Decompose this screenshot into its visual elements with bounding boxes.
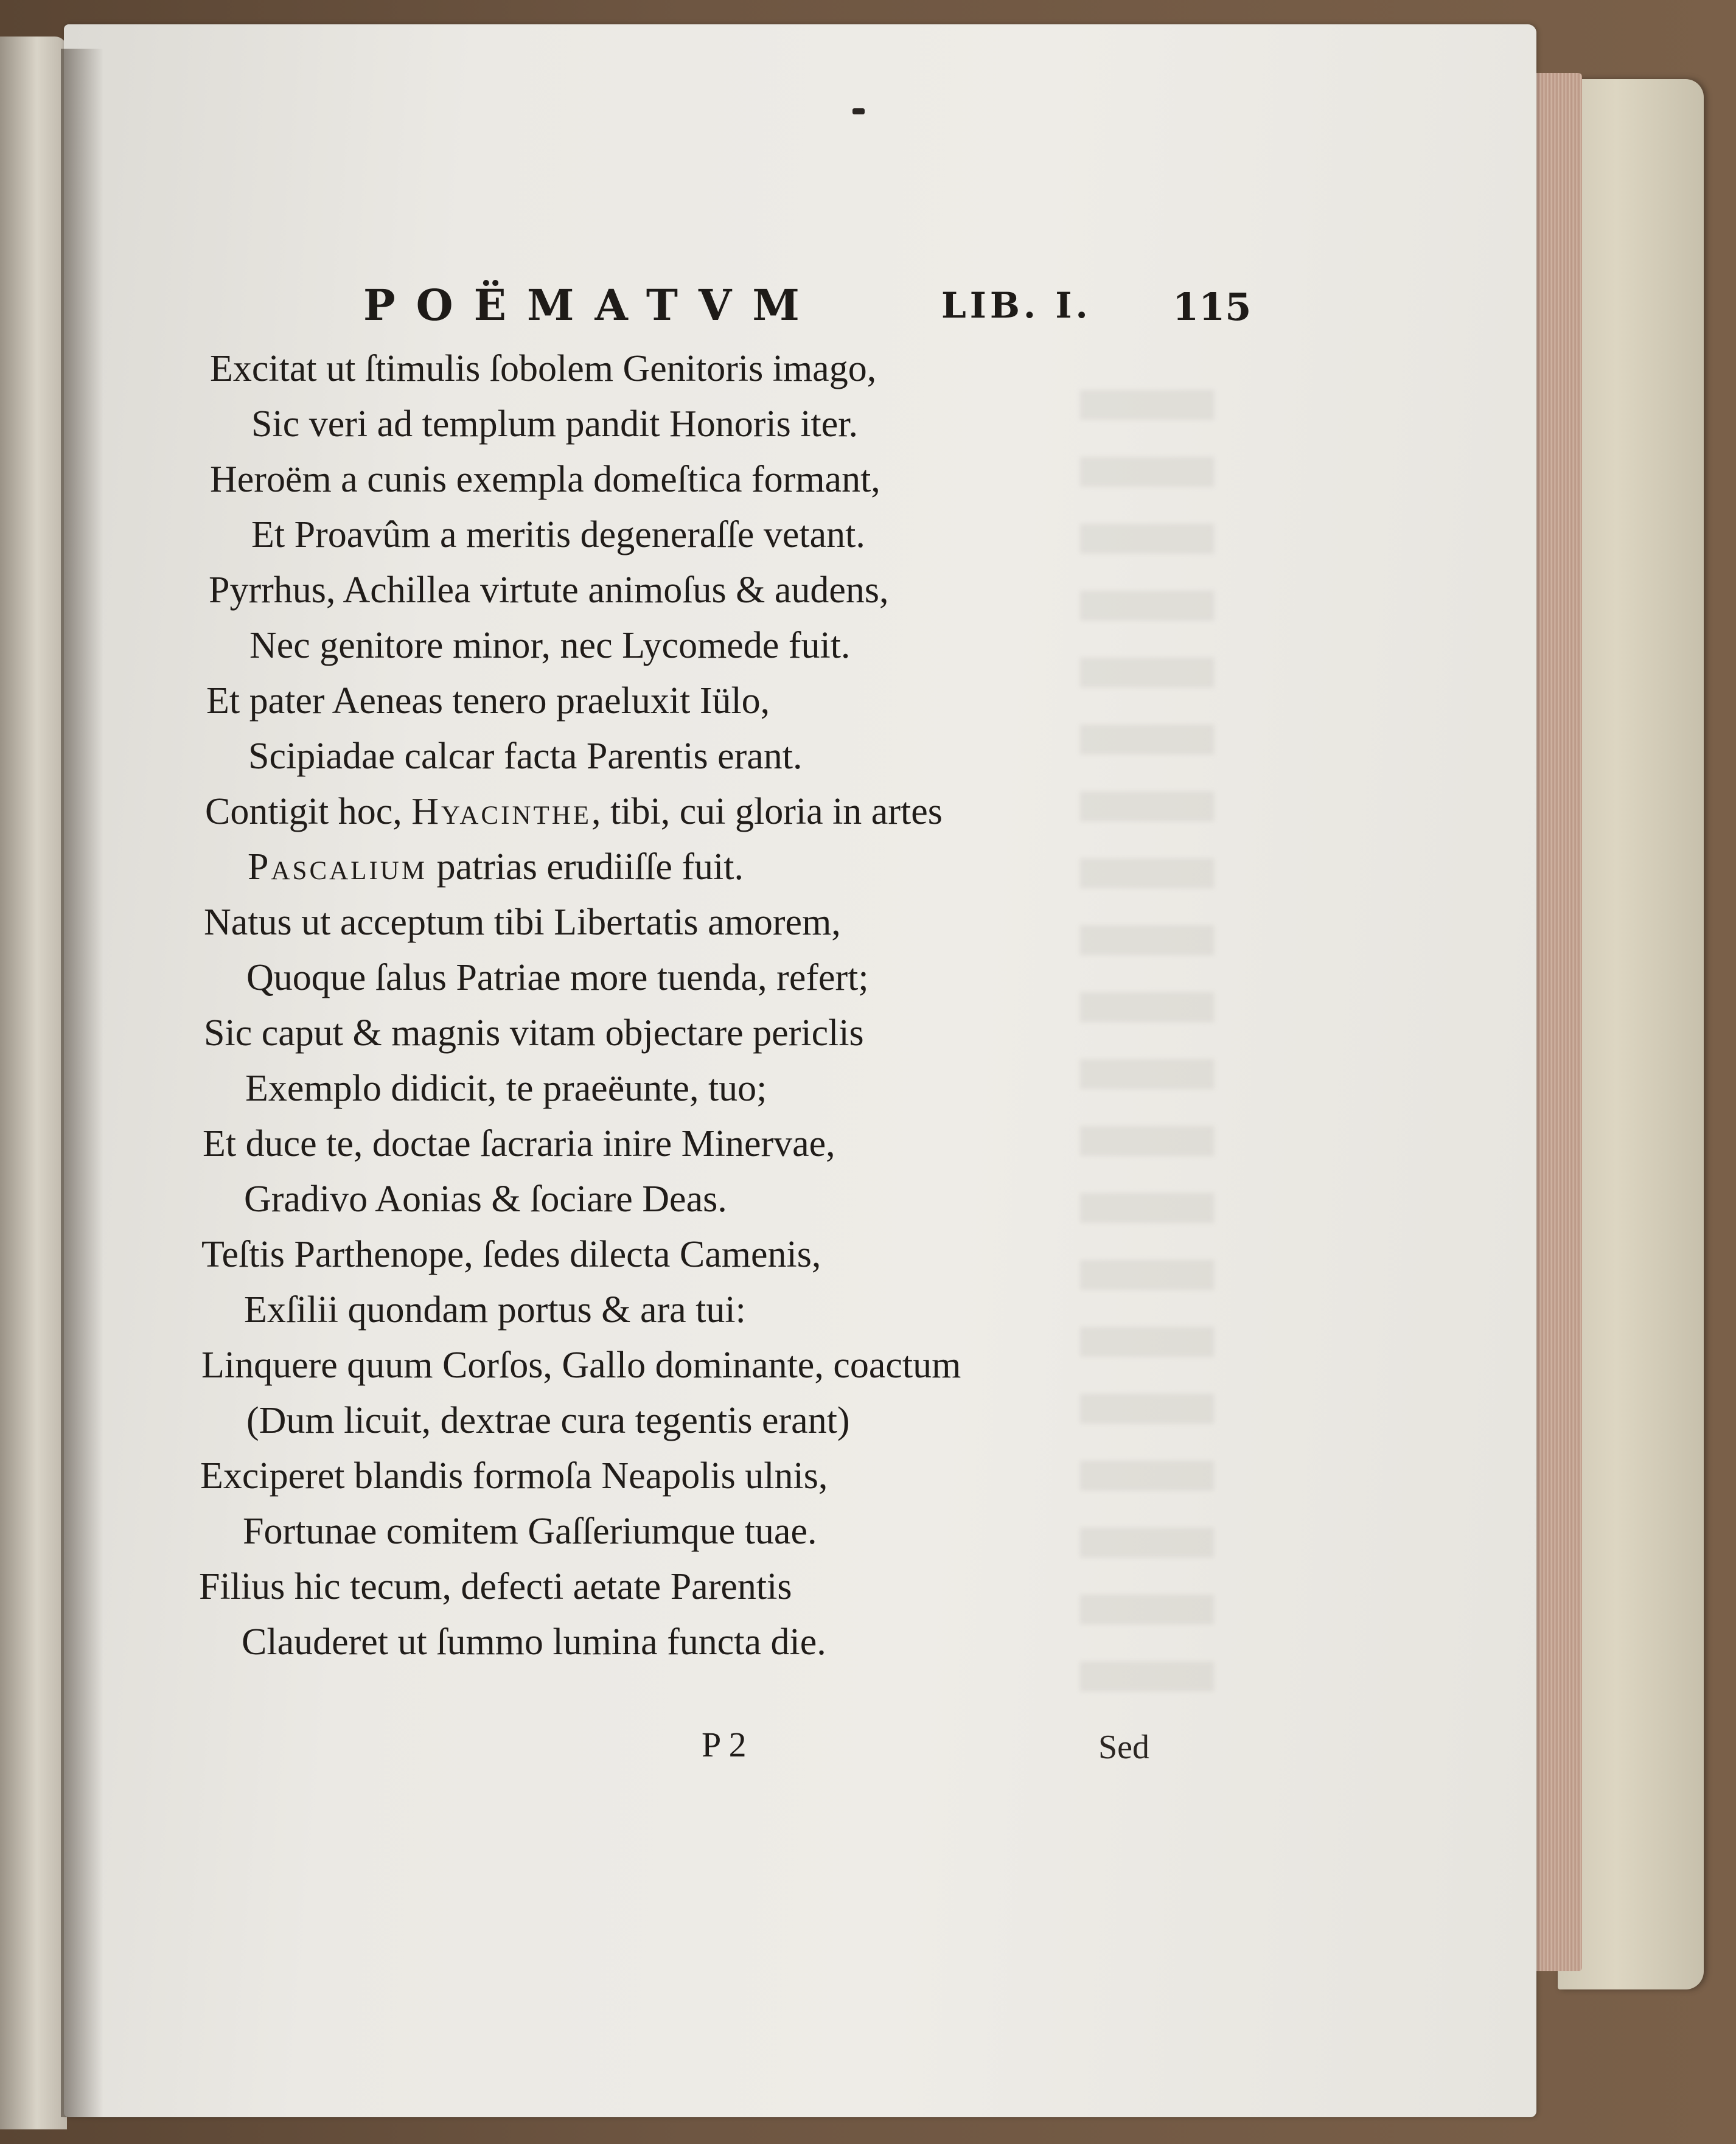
verse-line: (Dum licuit, dextrae cura tegentis erant) xyxy=(246,1400,850,1441)
verse-line: Fortunae comitem Gaſſeriumque tuae. xyxy=(243,1511,817,1552)
verse-line: Sic caput & magnis vitam objectare periclis xyxy=(204,1012,864,1054)
book-number: LIB. I. xyxy=(941,285,1092,326)
previous-page-edge xyxy=(0,37,67,2129)
page-number: 115 xyxy=(1173,285,1252,329)
printer-mark xyxy=(852,108,865,114)
verse-line: Exſilii quondam portus & ara tui: xyxy=(244,1289,746,1331)
verse-line: Sic veri ad templum pandit Honoris iter. xyxy=(251,403,858,445)
verse-line: Exemplo didicit, te praeëunte, tuo; xyxy=(245,1068,767,1109)
gutter-shadow xyxy=(61,49,103,2117)
verse-line: Filius hic tecum, defecti aetate Parentis xyxy=(199,1566,792,1607)
verse-text: patrias erudiiſſe fuit. xyxy=(427,846,744,888)
verse-text: , tibi, cui gloria in artes xyxy=(591,791,943,832)
verse-line: Linquere quum Corſos, Gallo dominante, coactum xyxy=(201,1345,961,1386)
verse-line: Quoque ſalus Patriae more tuenda, refert; xyxy=(246,957,869,998)
verse-line: Heroëm a cunis exempla domeſtica formant, xyxy=(210,459,880,500)
verse-line: Natus ut acceptum tibi Libertatis amorem, xyxy=(204,902,841,943)
book-page xyxy=(64,24,1536,2117)
family-name: Pascalium xyxy=(248,846,428,888)
show-through-text xyxy=(1080,353,1214,1691)
signature-mark: P 2 xyxy=(702,1725,747,1764)
verse-line: Clauderet ut ſummo lumina functa die. xyxy=(242,1621,826,1663)
catchword: Sed xyxy=(1098,1728,1149,1766)
verse-line: Exciperet blandis formoſa Neapolis ulnis, xyxy=(200,1455,828,1497)
running-head xyxy=(363,280,1276,335)
verse-line: Teſtis Parthenope, ſedes dilecta Camenis, xyxy=(201,1234,821,1275)
verse-line: Nec genitore minor, nec Lycomede fuit. xyxy=(249,625,851,666)
dedicatee-name: Hyacinthe xyxy=(411,791,592,832)
verse-line xyxy=(248,848,744,886)
verse-line: Et pater Aeneas tenero praeluxit Iülo, xyxy=(206,680,770,722)
verse-line: Scipiadae calcar facta Parentis erant. xyxy=(248,736,803,777)
running-title: POËMATVM xyxy=(363,280,820,330)
verse-text: Contigit hoc, xyxy=(205,791,412,832)
verse-line: Et Proavûm a meritis degeneraſſe vetant. xyxy=(251,514,865,555)
verse-line: Excitat ut ſtimulis ſobolem Genitoris imago, xyxy=(210,348,877,389)
verse-line: Et duce te, doctae ſacraria inire Minervae, xyxy=(203,1123,835,1164)
verse-line xyxy=(205,793,943,830)
verse-line: Pyrrhus, Achillea virtute animoſus & audens, xyxy=(209,569,889,611)
verse-line: Gradivo Aonias & ſociare Deas. xyxy=(244,1178,727,1220)
